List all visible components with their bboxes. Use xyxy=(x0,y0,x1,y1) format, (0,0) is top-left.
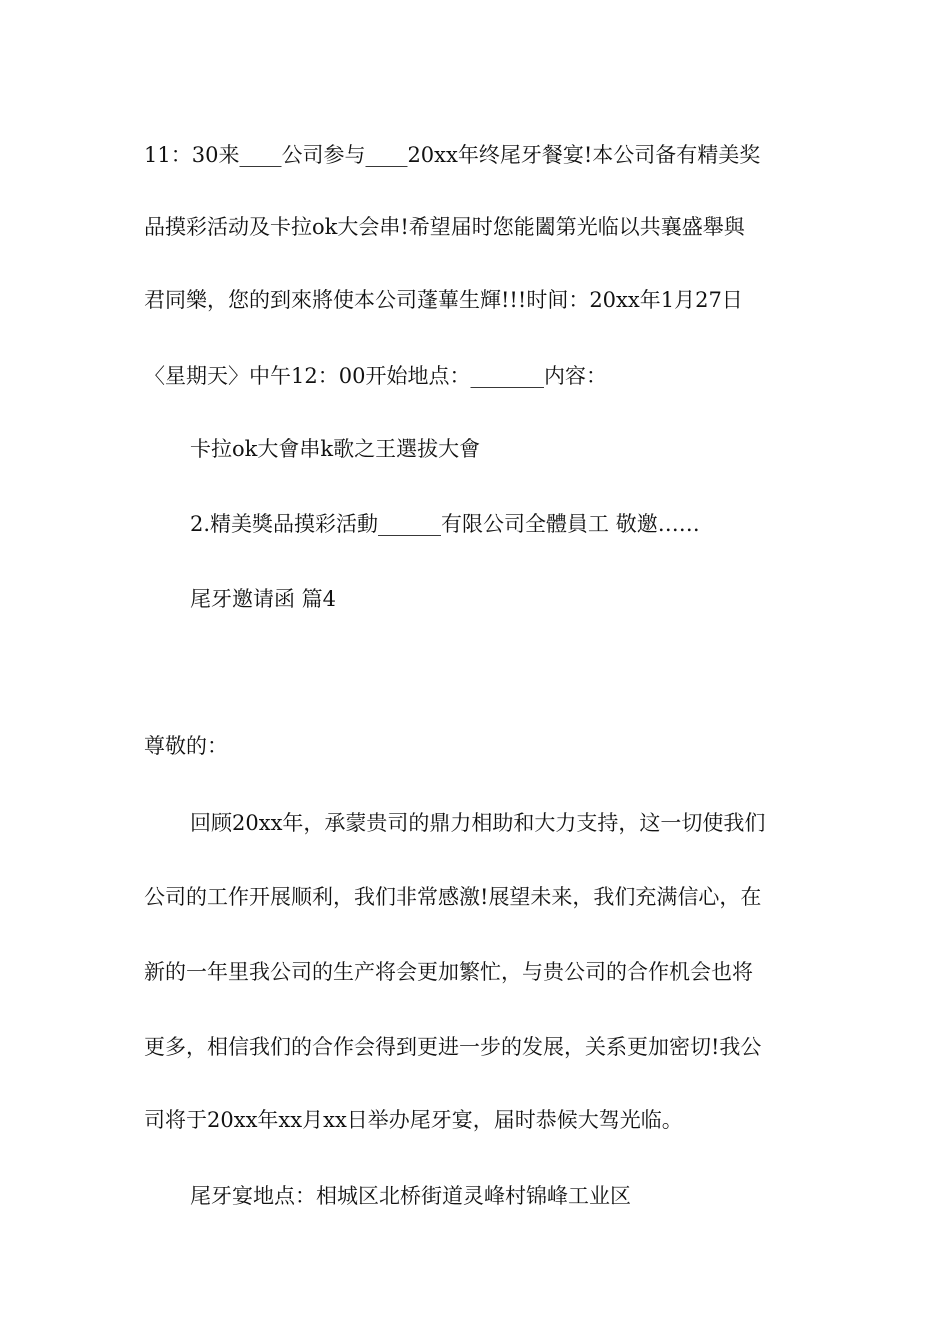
paragraph-line: 君同樂，您的到來將使本公司蓬蓽生輝!!!时间：20xx年1月27日 xyxy=(144,288,743,312)
paragraph-line: 回顾20xx年，承蒙贵司的鼎力相助和大力支持，这一切使我们 xyxy=(190,811,766,835)
list-item: 2.精美獎品摸彩活動______有限公司全體員工 敬邀…… xyxy=(190,512,700,536)
paragraph-line: 公司的工作开展顺利，我们非常感激!展望未来，我们充满信心，在 xyxy=(144,885,762,909)
paragraph-line: 品摸彩活动及卡拉ok大会串!希望届时您能闔第光临以共襄盛舉與 xyxy=(144,215,745,239)
venue-line: 尾牙宴地点：相城区北桥街道灵峰村锦峰工业区 xyxy=(190,1184,631,1208)
paragraph-line: 司将于20xx年xx月xx日举办尾牙宴，届时恭候大驾光临。 xyxy=(144,1108,683,1132)
paragraph-line: 新的一年里我公司的生产将会更加繁忙，与贵公司的合作机会也将 xyxy=(144,960,753,984)
list-item: 卡拉ok大會串k歌之王選拔大會 xyxy=(190,437,481,461)
salutation: 尊敬的： xyxy=(144,734,228,758)
paragraph-line: 更多，相信我们的合作会得到更进一步的发展，关系更加密切!我公 xyxy=(144,1035,762,1059)
paragraph-line: 〈星期天〉中午12：00开始地点：_______内容： xyxy=(144,364,607,388)
paragraph-line: 11：30来____公司参与____20xx年终尾牙餐宴!本公司备有精美奖 xyxy=(144,143,761,167)
section-heading: 尾牙邀请函 篇4 xyxy=(190,587,337,611)
